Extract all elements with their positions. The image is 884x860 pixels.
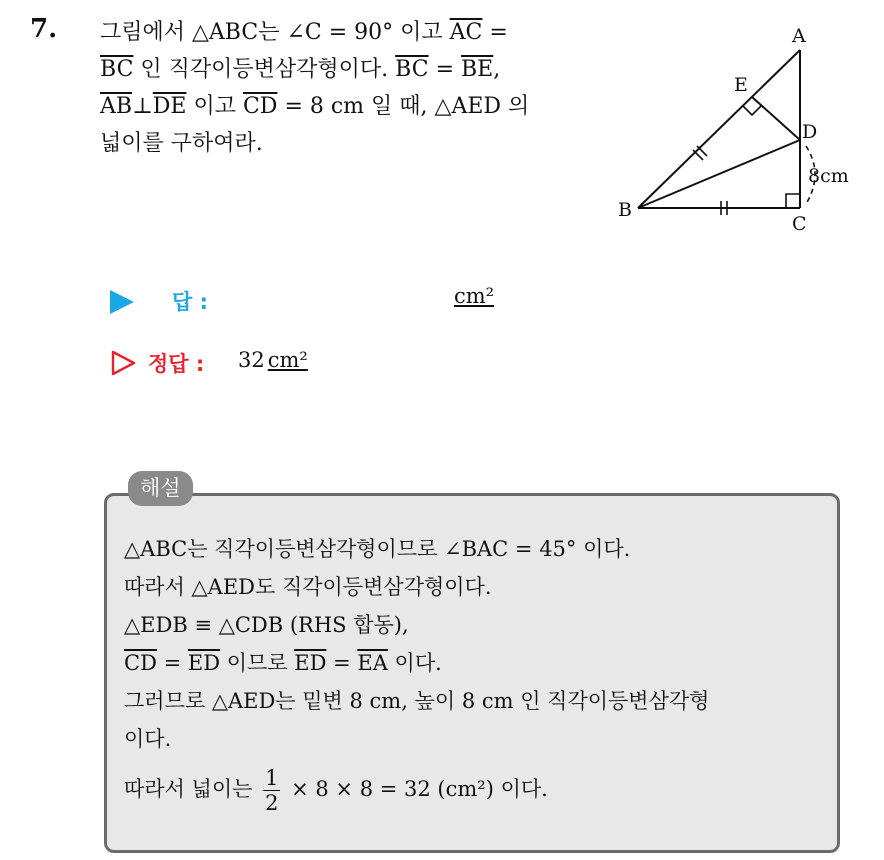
- triangle-diagram: [610, 18, 880, 238]
- segment-cd: $\overline{CD}$: [124, 651, 157, 675]
- answer-row: [108, 284, 528, 320]
- correct-answer-label: 정답 :: [148, 352, 205, 376]
- explanation-line-4: $\overline{CD} = \overline{ED}$ 이므로 $\overline{ED} = \overline{EA}$ 이다.: [124, 651, 442, 675]
- explanation-line-7: 따라서 넓이는 $\frac{1}{2}$ × 8 × 8 = 32 (cm²) 이다.: [124, 766, 548, 815]
- segment-ac: $\overline{AC}$: [449, 20, 483, 45]
- correct-answer-value: 32 cm²: [238, 348, 308, 372]
- explanation-line-5: 그러므로 △AED는 밑변 8 cm, 높이 8 cm 인 직각이등변삼각형: [124, 689, 710, 713]
- answer-unit: cm²: [454, 284, 495, 308]
- segment-ed: $\overline{ED}$: [187, 651, 221, 675]
- length-label-cd: 8cm: [808, 165, 849, 187]
- vertex-label-d: D: [802, 121, 818, 143]
- outline-triangle-icon: [110, 350, 136, 376]
- explanation-line-2: 따라서 △AED도 직각이등변삼각형이다.: [124, 575, 492, 599]
- perpendicular-symbol: ⊥: [132, 94, 153, 119]
- triangle-figure: [610, 18, 880, 238]
- problem-line-1: 그림에서 △ABC는 ∠C = 90° 이고 $\overline{AC}$ =: [100, 20, 508, 45]
- vertex-label-b: B: [618, 199, 632, 221]
- segment-ed: $\overline{ED}$: [294, 651, 327, 675]
- segment-bd-line: [638, 140, 800, 208]
- segment-be: $\overline{BE}$: [461, 57, 494, 82]
- right-angle-mark-c: [786, 194, 800, 208]
- segment-ea: $\overline{EA}$: [357, 651, 388, 675]
- explanation-tag: 해설: [128, 471, 193, 506]
- segment-de-line: [752, 97, 800, 140]
- answer-label: 답 :: [172, 290, 208, 314]
- segment-de: $\overline{DE}$: [152, 94, 187, 119]
- tick-mark-be: [693, 146, 707, 160]
- side-ab: [638, 50, 800, 208]
- vertex-label-e: E: [734, 74, 748, 96]
- right-angle-mark-e: [743, 106, 761, 115]
- explanation-line-3: △EDB ≡ △CDB (RHS 합동),: [124, 613, 409, 637]
- explanation-text: [124, 530, 834, 815]
- segment-bc: $\overline{BC}$: [100, 57, 134, 82]
- vertex-label-c: C: [792, 213, 807, 235]
- segment-cd: $\overline{CD}$: [242, 94, 278, 119]
- problem-number: 7.: [30, 14, 58, 44]
- problem-line-4: 넓이를 구하여라.: [100, 131, 263, 156]
- explanation-line-6: 이다.: [124, 727, 172, 751]
- vertex-label-a: A: [792, 25, 806, 47]
- segment-ab: $\overline{AB}$: [100, 94, 133, 119]
- segment-bc: $\overline{BC}$: [395, 57, 429, 82]
- explanation-line-1: △ABC는 직각이등변삼각형이므로 ∠BAC = 45° 이다.: [124, 537, 631, 561]
- fraction-one-half: $\frac{1}{2}$: [265, 766, 279, 815]
- problem-line-3: $\overline{AB}\perp\overline{DE}$ 이고 $\overline{CD} = 8$ cm 일 때, △AED 의: [100, 94, 530, 119]
- correct-answer-unit: cm²: [267, 348, 308, 372]
- play-triangle-icon: [110, 290, 134, 314]
- problem-line-2: $\overline{BC}$ 인 직각이등변삼각형이다. $\overline{BC} = \overline{BE}$,: [100, 57, 501, 82]
- problem-text: [100, 14, 600, 162]
- correct-answer-row: [108, 346, 528, 382]
